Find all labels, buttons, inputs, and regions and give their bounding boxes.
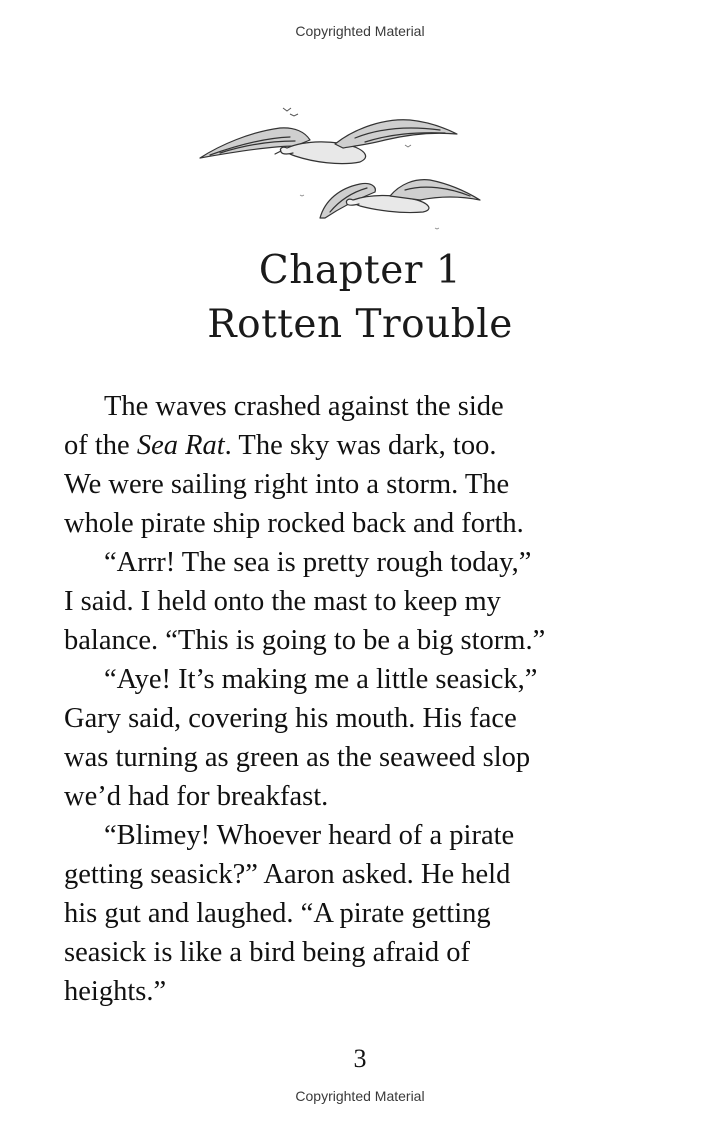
copyright-watermark-bottom: Copyrighted Material [295,1088,425,1104]
text-line: of the Sea Rat. The sky was dark, too. [64,430,497,461]
text-line: The waves crashed against the side [104,391,504,422]
chapter-body [64,387,664,1011]
text-line: heights.” [64,976,167,1007]
text-line: was turning as green as the seaweed slop [64,742,531,773]
text-line: “Aye! It’s making me a little seasick,” [104,664,538,695]
seagull-icon [200,120,457,164]
text-line: I said. I held onto the mast to keep my [64,586,501,617]
seagull-icon [320,180,480,218]
copyright-watermark-top: Copyrighted Material [295,23,425,39]
text-line: Gary said, covering his mouth. His face [64,703,517,734]
text-line: getting seasick?” Aaron asked. He held [64,859,511,890]
text-line: seasick is like a bird being afraid of [64,937,470,968]
chapter-title: Rotten Trouble [207,302,513,347]
page-number: 3 [353,1044,367,1073]
ship-name: Sea Rat [136,430,225,461]
text-line: “Arrr! The sea is pretty rough today,” [104,547,532,578]
text-line: “Blimey! Whoever heard of a pirate [104,820,515,851]
text-line: we’d had for breakfast. [64,781,329,812]
text-line: We were sailing right into a storm. The [64,469,510,500]
chapter-number: Chapter 1 [258,248,462,293]
seagulls-illustration [195,100,495,230]
text-line: balance. “This is going to be a big storm.” [64,625,546,656]
text-line: whole pirate ship rocked back and forth. [64,508,524,539]
text-line: his gut and laughed. “A pirate getting [64,898,491,929]
